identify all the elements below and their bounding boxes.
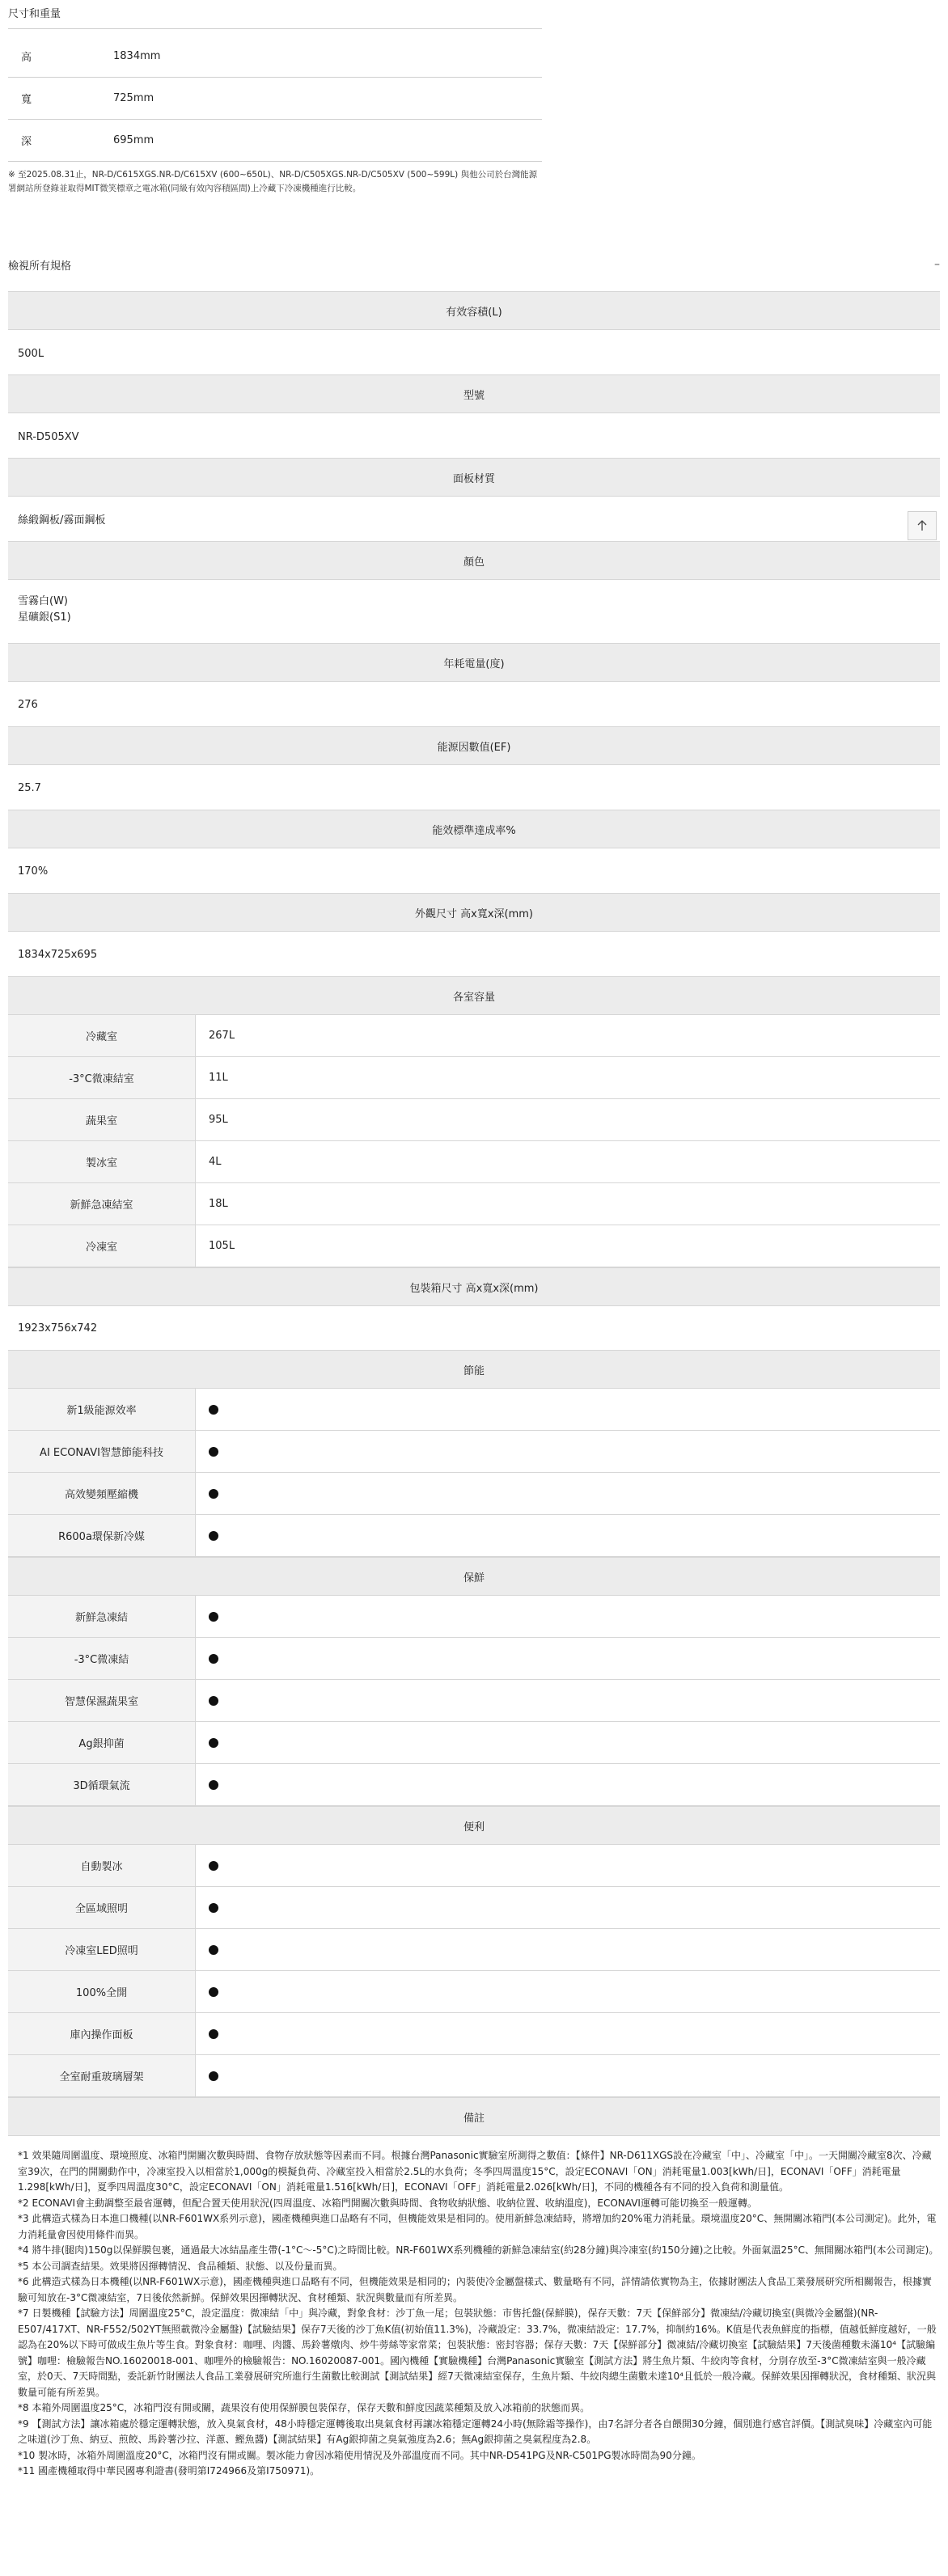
remark-note: *1 效果隨周圍溫度、環境照度、冰箱門開關次數與時間、食物存放狀態等因素而不同。根據台灣Panasonic實驗室所測得之數值：【條件】NR-D611XGS設在冷藏室「中」、冷藏室「中」。一天開關冷藏室8次、冷藏室39次，在門的開關動作中，冷凍室投入以相當於1,000g的模擬負荷、冷藏室投入相當於2.5L的水負荷；冬季四周溫度15°C，設定ECONAVI「ON」消耗電量1.003[kWh/日]，ECONAVI「OFF」消耗電量1.298[kWh/日]，夏季四周溫度30°C，設定ECONAVI「ON」消耗電量1.516[kWh/日]，ECONAVI「OFF」消耗電量2.026[kWh/日]，不同的機種各有不同的投入負荷和測量值。 [18, 2150, 932, 2193]
check-dot-icon [209, 1738, 218, 1748]
remark-note: *7 日製機種【試驗方法】周圍溫度25°C，設定溫度：微凍結「中」與冷藏，對象食材：沙丁魚一尾；包裝狀態：市售托盤(保鮮膜)，保存天數：7天【保鮮部分】微凍結/冷藏切換室(與微冷金屬盤)(NR-E507/417XT、NR-F552/502YT無照載微冷金屬盤)【試驗結果】保存7天後的沙丁魚K值(初始值11.3%)，冷藏設定：33.7%，微凍結設定：17.7%，抑制約16%。K值是代表魚鮮度的指標，值越低鮮度越好，一般認為在20%以下時可做成生魚片等生食。對象食材：咖哩、肉醬、馬鈴薯燉肉、炒牛蒡絲等家常菜；包裝狀態：密封容器；保存天數：7天【保鮮部分】微凍結/冷藏切換室【試驗結果】7天後菌種數未滿10⁴【試驗編號】咖哩：檢驗報告NO.16020018-001、咖哩外的檢驗報告：NO.16020087-001。國內機種【實驗機種】台灣Panasonic實驗室【測試方法】將生魚片類、牛絞肉等食材，分別存放至-3°C微凍結室與一般冷藏室，於0天、7天時間點，委託新竹財團法人食品工業發展研究所進行生菌數比較測試【測試結果】經7天微凍結室保存，生魚片類、牛絞肉總生菌數未達10⁴且低於一般冷藏。保鮮效果因揮轉狀況，食材種類、狀況與數量可能有所差異。 [18, 2307, 937, 2398]
feature-row [8, 1431, 940, 1473]
section-header-power: 年耗電量(度) [8, 643, 940, 682]
room-label: 蔬果室 [8, 1099, 196, 1140]
feature-label: 庫內操作面板 [8, 2013, 196, 2054]
room-row [8, 1183, 940, 1225]
dimension-label: 深 [21, 136, 32, 148]
capacity-value: 500L [18, 348, 44, 360]
section-header-rooms: 各室容量 [8, 976, 940, 1015]
feature-row [8, 1929, 940, 1971]
feature-label: 自動製冰 [8, 1845, 196, 1886]
ef-value: 25.7 [18, 782, 41, 794]
check-dot-icon [209, 1987, 218, 1997]
remark-note: *3 此構造式樣為日本進口機種(以NR-F601WX系列示意)，國產機種與進口品略有不同，但機能效果是相同的。使用新鮮急凍結時，將增加約20%電力消耗量。環境溫度20°C、無開關冰箱門(本公司測定)。此外，電力消耗量會因使用條件而異。 [18, 2213, 937, 2240]
remark-note: *9 【測試方法】讓冰箱處於穩定運轉狀態，放入臭氣食材，48小時穩定運轉後取出臭氣食材再讓冰箱穩定運轉24小時(無除霜等操作)，由7名評分者各自餵開30分鐘，個別進行感官評價。【測試臭味】冷藏室內可能之味道(沙丁魚、納豆、煎餃、馬鈴薯沙拉、洋蔥、鰹魚醬)【測試結果】有Ag銀抑菌之臭氣強度為2.6；無Ag銀抑菌之臭氣程度為2.8。 [18, 2417, 933, 2445]
feature-label: 高效變頻壓縮機 [8, 1473, 196, 1514]
dimension-label: 寬 [21, 94, 32, 106]
feature-row [8, 2013, 940, 2055]
check-dot-icon [209, 1945, 218, 1955]
feature-label: 全區域照明 [8, 1887, 196, 1928]
room-label: -3°C微凍結室 [8, 1057, 196, 1098]
package-size-value: 1923x756x742 [18, 1322, 98, 1335]
feature-row [8, 1680, 940, 1722]
feature-row [8, 1389, 940, 1431]
check-dot-icon [209, 1531, 218, 1541]
check-dot-icon [209, 1861, 218, 1871]
efficiency-value: 170% [18, 865, 49, 878]
room-row [8, 1141, 940, 1183]
room-label: 冷凍室 [8, 1225, 196, 1267]
room-value: 105L [209, 1240, 235, 1252]
feature-row [8, 1596, 940, 1638]
feature-row [8, 1887, 940, 1929]
feature-row [8, 1764, 940, 1806]
section-header-convenience: 便利 [8, 1806, 940, 1845]
room-row [8, 1057, 940, 1099]
feature-row [8, 2055, 940, 2097]
section-header-capacity: 有效容積(L) [8, 291, 940, 330]
section-header-model: 型號 [8, 374, 940, 413]
feature-label: Ag銀抑菌 [8, 1722, 196, 1763]
dimension-value: 695mm [113, 134, 154, 146]
section-header-efficiency: 能效標準達成率% [8, 810, 940, 848]
dimension-label: 高 [21, 52, 32, 64]
feature-label: 新1級能源效率 [8, 1389, 196, 1430]
arrow-up-icon [916, 519, 929, 532]
feature-row [8, 1845, 940, 1887]
dimension-value: 1834mm [113, 50, 161, 62]
check-dot-icon [209, 1447, 218, 1457]
room-label: 製冰室 [8, 1141, 196, 1182]
remark-note: *4 將牛排(腿肉)150g以保鮮膜包裹，通過最大冰結晶產生帶(-1°C〜-5°C)之時間比較。NR-F601WX系列機種的新鮮急凍結室(約28分鐘)與冷凍室(約150分鐘)之比較。外面氣溫25°C、無開關冰箱門(本公司測定)。 [18, 2244, 939, 2256]
room-value: 18L [209, 1198, 228, 1210]
feature-label: -3°C微凍結 [8, 1638, 196, 1679]
feature-label: 全室耐重玻璃層架 [8, 2055, 196, 2096]
section-header-panel: 面板材質 [8, 458, 940, 497]
room-row [8, 1225, 940, 1267]
model-value: NR-D505XV [18, 431, 79, 443]
outer-size-value: 1834x725x695 [18, 949, 98, 961]
feature-label: 100%全開 [8, 1971, 196, 2012]
check-dot-icon [209, 1612, 218, 1622]
section-header-ef: 能源因數值(EF) [8, 726, 940, 765]
section-header-energy: 節能 [8, 1350, 940, 1389]
dimension-row-width [8, 78, 542, 120]
section-header-outer-size: 外觀尺寸 高x寬x深(mm) [8, 893, 940, 932]
room-row [8, 1015, 940, 1057]
color-value-1: 雪霧白(W) [18, 595, 68, 607]
remarks-notes [18, 2148, 940, 2480]
color-value-2: 星礦銀(S1) [18, 611, 71, 624]
check-dot-icon [209, 1903, 218, 1913]
section-header-package-size: 包裝箱尺寸 高x寬x深(mm) [8, 1267, 940, 1306]
feature-row [8, 1638, 940, 1680]
remark-note: *11 國產機種取得中華民國專利證書(發明第I724966及第I750971)。 [18, 2465, 320, 2477]
check-dot-icon [209, 1405, 218, 1415]
collapse-icon[interactable]: – [934, 258, 940, 271]
feature-row [8, 1722, 940, 1764]
feature-label: 3D循環氣流 [8, 1764, 196, 1805]
dimension-value: 725mm [113, 92, 154, 104]
check-dot-icon [209, 1654, 218, 1664]
feature-row [8, 1971, 940, 2013]
panel-value: 絲緞鋼板/霧面鋼板 [18, 514, 106, 527]
dimensions-title: 尺寸和重量 [8, 0, 542, 29]
room-label: 冷藏室 [8, 1015, 196, 1056]
room-value: 267L [209, 1030, 235, 1042]
section-header-fresh: 保鮮 [8, 1557, 940, 1596]
feature-label: 智慧保濕蔬果室 [8, 1680, 196, 1721]
check-dot-icon [209, 1696, 218, 1706]
check-dot-icon [209, 2071, 218, 2081]
room-row [8, 1099, 940, 1141]
feature-label: AI ECONAVI智慧節能科技 [8, 1431, 196, 1472]
feature-row [8, 1515, 940, 1557]
check-dot-icon [209, 2029, 218, 2039]
scroll-to-top-button[interactable] [908, 511, 937, 540]
feature-label: R600a環保新冷媒 [8, 1515, 196, 1556]
remark-note: *10 製冰時，冰箱外周圍溫度20°C，冰箱門沒有開或關。製冰能力會因冰箱使用情況及外部溫度而不同。其中NR-D541PG及NR-C501PG製冰時間為90分鐘。 [18, 2449, 701, 2461]
dimension-row-depth [8, 120, 542, 162]
feature-label: 新鮮急凍結 [8, 1596, 196, 1637]
room-value: 11L [209, 1072, 228, 1084]
room-value: 4L [209, 1156, 222, 1168]
remark-note: *6 此構造式樣為日本機種(以NR-F601WX示意)，國產機種與進口品略有不同，但機能效果是相同的；內裝使冷金屬盤樣式、數量略有不同，詳情請依實物為主，依據財團法人食品工業發展研究所相關報告，根據實驗可知放在-3°C微凍結室，7日後依然新鮮。保鮮效果因揮轉狀況、食材種類、狀況與數量而有所差異。 [18, 2276, 932, 2303]
room-value: 95L [209, 1114, 228, 1126]
dimension-row-height [8, 36, 542, 78]
power-value: 276 [18, 699, 38, 711]
view-all-specs-toggle[interactable] [8, 252, 940, 277]
view-all-specs-label: 檢視所有規格 [8, 260, 72, 273]
section-header-color: 顏色 [8, 541, 940, 580]
room-label: 新鮮急凍結室 [8, 1183, 196, 1225]
feature-label: 冷凍室LED照明 [8, 1929, 196, 1970]
check-dot-icon [209, 1780, 218, 1790]
remark-note: *8 本箱外周圍溫度25°C，冰箱門沒有開或關，蔬果沒有使用保鮮膜包裝保存，保存天數和鮮度因蔬菜種類及放入冰箱前的狀態而異。 [18, 2402, 590, 2413]
remark-note: *2 ECONAVI會主動調整至最省運轉，但配合置天使用狀況(四周溫度、冰箱門開關次數與時間、食物收納狀態、收納位置、收納溫度)，ECONAVI運轉可能切換至一般運轉。 [18, 2197, 757, 2209]
dimension-note: ※ 至2025.08.31止，NR-D/C615XGS.NR-D/C615XV (600~650L)、NR-D/C505XGS.NR-D/C505XV (500~599L) 與他公司於台灣能源署網站所登錄並取得MIT微笑標章之電冰箱(同級有效內容積區間)上冷藏下冷凍機種進行比較。 [8, 170, 538, 193]
remark-note: *5 本公司調查結果。效果將因揮轉情況、食品種類、狀態、以及份量而異。 [18, 2260, 343, 2272]
section-header-remarks: 備註 [8, 2097, 940, 2136]
feature-row [8, 1473, 940, 1515]
check-dot-icon [209, 1489, 218, 1499]
